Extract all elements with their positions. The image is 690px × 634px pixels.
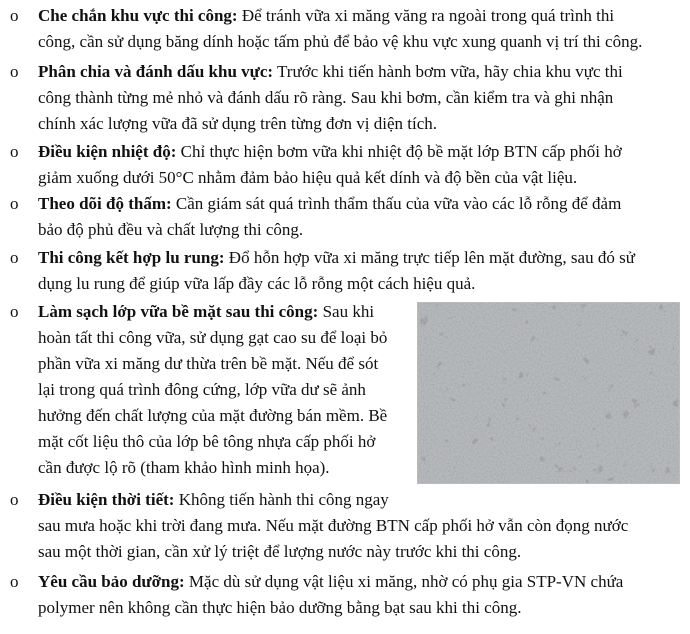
item-text: chính xác lượng vữa đã sử dụng trên từng đơn vị diện tích.: [38, 114, 438, 133]
bullet-icon: o: [10, 194, 19, 213]
item-text: Không tiến hành thi công ngay: [174, 490, 389, 509]
item-text: lại trong quá trình đông cứng, lớp vữa dư sẽ ảnh: [38, 380, 366, 399]
item-text: polymer nên không cần thực hiện bảo dưỡng bằng bạt sau khi thi công.: [38, 598, 522, 617]
item-title: Theo dõi độ thấm:: [38, 194, 172, 213]
item-text: sau một thời gian, cần xử lý triệt để lượng nước này trước khi thi công.: [38, 542, 522, 561]
surface-texture-image: [417, 302, 680, 484]
bullet-icon: o: [10, 142, 19, 161]
item-text: Chỉ thực hiện bơm vữa khi nhiệt độ bề mặt lớp BTN cấp phối hở: [176, 142, 622, 161]
item-text: hưởng đến chất lượng của mặt đường bán mềm. Bề: [38, 406, 388, 425]
item-text: Mặc dù sử dụng vật liệu xi măng, nhờ có phụ gia STP-VN chứa: [184, 572, 624, 591]
item-text: Trước khi tiến hành bơm vữa, hãy chia khu vực thi: [273, 62, 623, 81]
item-text: dụng lu rung để giúp vữa lấp đầy các lỗ rỗng một cách hiệu quả.: [38, 274, 476, 293]
item-text: Để tránh vữa xi măng văng ra ngoài trong quá trình thi: [237, 6, 615, 25]
bullet-icon: o: [10, 302, 19, 321]
item-title: Che chắn khu vực thi công:: [38, 6, 238, 25]
bullet-icon: o: [10, 248, 19, 267]
item-title: Điều kiện thời tiết:: [38, 490, 175, 509]
item-title: Điều kiện nhiệt độ:: [38, 142, 177, 161]
item-title: Làm sạch lớp vữa bề mặt sau thi công:: [38, 302, 319, 321]
item-text: giảm xuống dưới 50°C nhằm đảm bảo hiệu quả kết dính và độ bền của vật liệu.: [38, 168, 578, 187]
item-title: Phân chia và đánh dấu khu vực:: [38, 62, 274, 81]
item-text: mặt cốt liệu thô của lớp bê tông nhựa cấp phối hở: [38, 432, 376, 451]
bullet-icon: o: [10, 490, 19, 509]
bullet-icon: o: [10, 6, 19, 25]
item-text: công, cần sử dụng băng dính hoặc tấm phủ để bảo vệ khu vực xung quanh vị trí thi công.: [38, 32, 643, 51]
item-text: Đổ hỗn hợp vữa xi măng trực tiếp lên mặt đường, sau đó sử: [224, 248, 635, 267]
bullet-icon: o: [10, 572, 19, 591]
item-text: Sau khi: [318, 302, 375, 321]
bullet-icon: o: [10, 62, 19, 81]
item-title: Thi công kết hợp lu rung:: [38, 248, 225, 267]
item-text: sau mưa hoặc khi trời đang mưa. Nếu mặt đường BTN cấp phối hở vẫn còn đọng nước: [38, 516, 629, 535]
item-text: cần được lộ rõ (tham khảo hình minh họa).: [38, 458, 330, 477]
item-text: Cần giám sát quá trình thẩm thấu của vữa vào các lỗ rỗng để đảm: [171, 194, 622, 213]
item-text: công thành từng mẻ nhỏ và đánh dấu rõ ràng. Sau khi bơm, cần kiểm tra và ghi nhận: [38, 88, 614, 107]
item-text: bảo độ phủ đều và chất lượng thi công.: [38, 220, 304, 239]
item-text: phần vữa xi măng dư thừa trên bề mặt. Nếu để sót: [38, 354, 379, 373]
item-text: hoàn tất thi công vữa, sử dụng gạt cao su để loại bỏ: [38, 328, 388, 347]
item-title: Yêu cầu bảo dưỡng:: [38, 572, 185, 591]
